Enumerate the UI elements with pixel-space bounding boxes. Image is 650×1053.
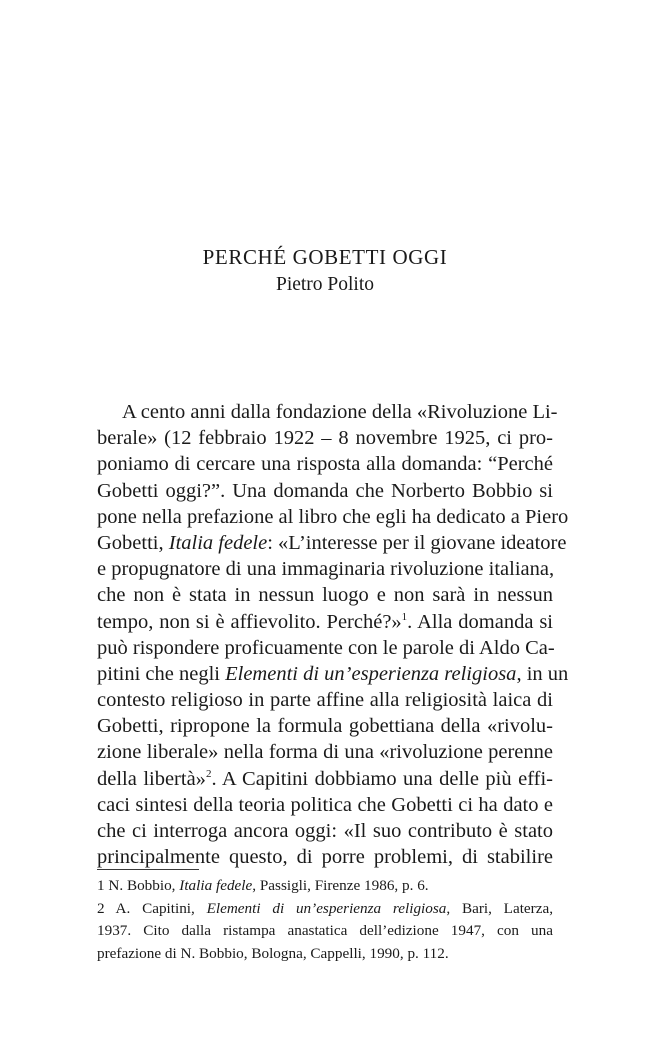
footnote-1 xyxy=(97,875,553,898)
footnote-2-line: prefazione di N. Bobbio, Bologna, Cappelli, 1990, p. 112. xyxy=(97,944,449,962)
body-text-run: . Alla domanda si xyxy=(407,610,553,633)
chapter-author: Pietro Polito xyxy=(275,274,375,295)
body-line xyxy=(97,661,569,687)
body-line: caci sintesi della teoria politica che Gobetti ci ha dato e xyxy=(97,793,553,816)
body-line: che ci interroga ancora oggi: «Il suo contributo è stato xyxy=(97,820,553,842)
footnote-text-run: , Passigli, Firenze 1986, p. 6. xyxy=(252,877,429,894)
footnote-divider xyxy=(97,869,199,870)
footnote-text-run: , Bari, Laterza, xyxy=(446,899,553,917)
body-line: Gobetti, ripropone la formula gobettiana della «rivolu- xyxy=(97,715,553,738)
body-text-run: tempo, non si è affievolito. Perché?» xyxy=(97,610,402,633)
footnote-text-run: 1 N. Bobbio, xyxy=(97,877,180,894)
body-line xyxy=(97,766,553,792)
body-line: berale» (12 febbraio 1922 – 8 novembre 1925, ci pro- xyxy=(97,427,553,450)
body-text-run: , in un xyxy=(516,662,569,685)
book-title-italic: Italia fedele xyxy=(179,877,253,894)
body-line: A cento anni dalla fondazione della «Rivoluzione Li- xyxy=(122,401,558,423)
body-line: pone nella prefazione al libro che egli ha dedicato a Piero xyxy=(97,505,569,528)
body-text-run: : «L’interesse per il giovane ideatore xyxy=(267,531,567,554)
chapter-title: PERCHÉ GOBETTI OGGI xyxy=(202,245,448,269)
body-line: zione liberale» nella forma di una «rivoluzione perenne xyxy=(97,741,553,764)
body-line: e propugnatore di una immaginaria rivoluzione italiana, xyxy=(97,558,555,581)
body-paragraph xyxy=(97,399,569,870)
body-line: poniamo di cercare una risposta alla domanda: “Perché xyxy=(97,453,553,476)
body-line: contesto religioso in parte affine alla religiosità laica di xyxy=(97,689,553,712)
body-text-run: pitini che negli xyxy=(97,662,226,685)
footnote-ref-1[interactable]: 1 xyxy=(401,610,408,623)
body-line: che non è stata in nessun luogo e non sarà in nessun xyxy=(97,584,553,607)
body-text-run: Gobetti, xyxy=(97,531,169,554)
footnote-2-line: 1937. Cito dalla ristampa anastatica dell’edizione 1947, con una xyxy=(97,922,553,939)
book-title-italic: Italia fedele xyxy=(168,531,268,554)
body-line: principalmente questo, di porre problemi, di stabilire xyxy=(97,846,553,869)
book-title-italic: Elementi di un’esperienza religiosa xyxy=(225,662,517,685)
body-line xyxy=(97,609,553,635)
footnote-2 xyxy=(97,898,553,921)
body-text-run: . A Capitini dobbiamo una delle più effi- xyxy=(211,767,554,790)
body-text-run: della libertà» xyxy=(97,767,206,790)
book-title-italic: Elementi di un’esperienza religiosa xyxy=(206,899,447,917)
body-line: può rispondere proficuamente con le parole di Aldo Ca- xyxy=(97,636,555,659)
footnote-text-run: 2 A. Capitini, xyxy=(97,899,207,917)
body-line xyxy=(97,530,567,556)
footnote-ref-2[interactable]: 2 xyxy=(205,767,212,780)
footnotes xyxy=(97,875,553,965)
body-line: Gobetti oggi?”. Una domanda che Norberto Bobbio si xyxy=(97,479,553,502)
